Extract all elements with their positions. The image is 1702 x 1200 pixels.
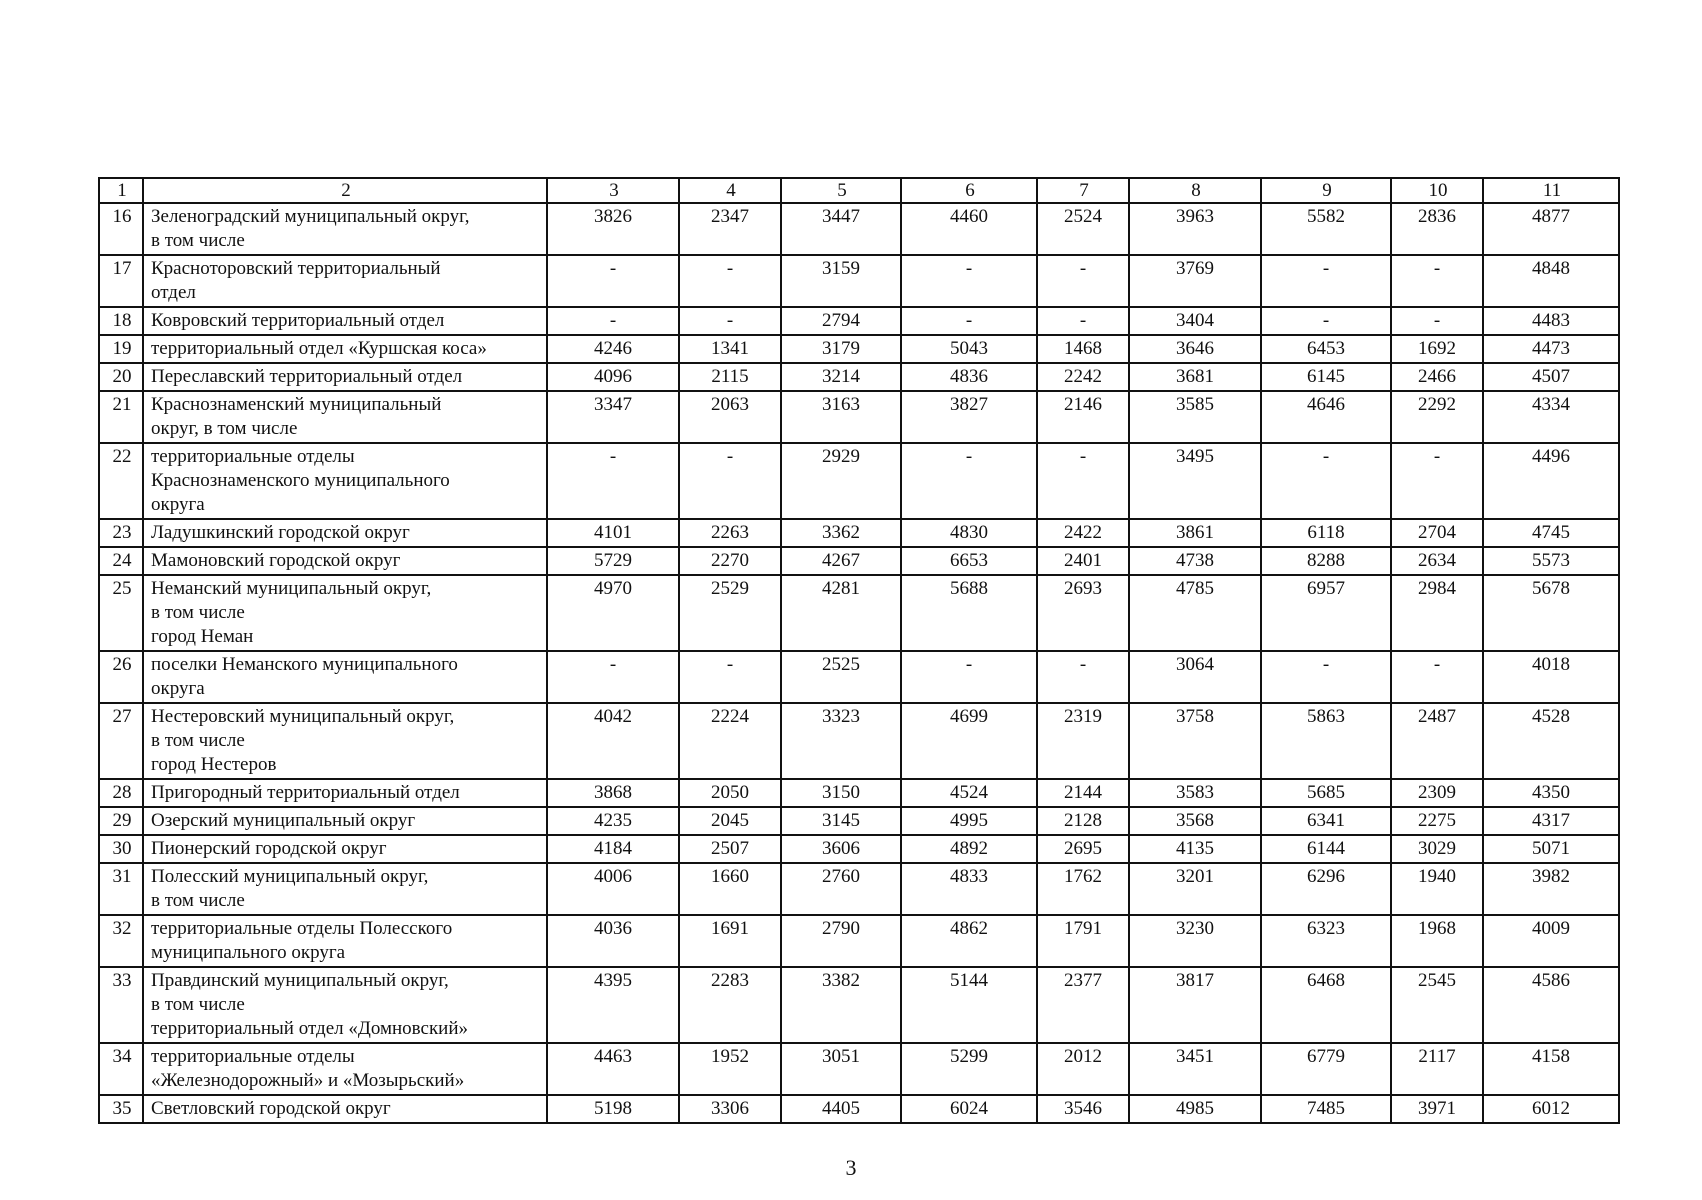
value-cell-col-8: 3064 — [1129, 651, 1261, 703]
territory-name-line: Краснознаменского муниципального — [151, 470, 450, 491]
value-cell-col-3: 4036 — [547, 915, 679, 967]
table-row — [99, 1095, 1619, 1123]
row-number-cell: 21 — [99, 391, 143, 443]
value-cell-col-5: 4267 — [781, 547, 901, 575]
territory-name-line: город Нестеров — [151, 754, 277, 775]
value-cell-col-5: 3159 — [781, 255, 901, 307]
table-row — [99, 255, 1619, 307]
territory-name-cell — [143, 779, 547, 807]
table-row — [99, 203, 1619, 255]
value-cell-col-4: - — [679, 443, 781, 519]
value-cell-col-4: 2529 — [679, 575, 781, 651]
value-cell-col-10: 2836 — [1391, 203, 1483, 255]
value-cell-col-8: 3495 — [1129, 443, 1261, 519]
territory-name-line: в том числе — [151, 994, 245, 1015]
value-cell-col-11: 4586 — [1483, 967, 1619, 1043]
value-cell-col-5: 3150 — [781, 779, 901, 807]
value-cell-col-11: 4158 — [1483, 1043, 1619, 1095]
value-cell-col-9: 6957 — [1261, 575, 1391, 651]
territory-name-line: Правдинский муниципальный округ, — [151, 970, 449, 991]
row-number-cell: 31 — [99, 863, 143, 915]
header-cell: 8 — [1129, 178, 1261, 203]
value-cell-col-3: - — [547, 443, 679, 519]
value-cell-col-6: 5043 — [901, 335, 1037, 363]
value-cell-col-6: - — [901, 443, 1037, 519]
table-row — [99, 835, 1619, 863]
value-cell-col-9: - — [1261, 443, 1391, 519]
row-number-cell: 26 — [99, 651, 143, 703]
value-cell-col-7: 2242 — [1037, 363, 1129, 391]
row-number-cell: 18 — [99, 307, 143, 335]
page-number: 3 — [845, 1155, 857, 1180]
value-cell-col-8: 4785 — [1129, 575, 1261, 651]
value-cell-col-10: 2634 — [1391, 547, 1483, 575]
value-cell-col-4: 3306 — [679, 1095, 781, 1123]
value-cell-col-8: 3583 — [1129, 779, 1261, 807]
value-cell-col-10: 2275 — [1391, 807, 1483, 835]
value-cell-col-10: 2309 — [1391, 779, 1483, 807]
value-cell-col-7: 2128 — [1037, 807, 1129, 835]
value-cell-col-4: 2115 — [679, 363, 781, 391]
value-cell-col-8: 3646 — [1129, 335, 1261, 363]
territory-name-cell — [143, 967, 547, 1043]
value-cell-col-4: 1341 — [679, 335, 781, 363]
value-cell-col-11: 4528 — [1483, 703, 1619, 779]
value-cell-col-11: 4496 — [1483, 443, 1619, 519]
value-cell-col-6: 4830 — [901, 519, 1037, 547]
territory-name-cell — [143, 255, 547, 307]
value-cell-col-10: 1968 — [1391, 915, 1483, 967]
territory-name-line: Зеленоградский муниципальный округ, — [151, 206, 470, 227]
value-cell-col-5: 3145 — [781, 807, 901, 835]
value-cell-col-7: 2693 — [1037, 575, 1129, 651]
column-number-header-row — [99, 178, 1619, 203]
value-cell-col-9: 5863 — [1261, 703, 1391, 779]
territory-name-line: муниципального округа — [151, 942, 346, 963]
value-cell-col-10: 2292 — [1391, 391, 1483, 443]
value-cell-col-6: 4460 — [901, 203, 1037, 255]
territory-name-line: округа — [151, 494, 205, 515]
row-number-cell: 19 — [99, 335, 143, 363]
value-cell-col-3: 3347 — [547, 391, 679, 443]
value-cell-col-8: 4135 — [1129, 835, 1261, 863]
territory-name-cell — [143, 547, 547, 575]
value-cell-col-7: - — [1037, 307, 1129, 335]
territory-name-cell — [143, 203, 547, 255]
value-cell-col-7: 1762 — [1037, 863, 1129, 915]
header-cell: 4 — [679, 178, 781, 203]
value-cell-col-5: 4405 — [781, 1095, 901, 1123]
value-cell-col-5: 3606 — [781, 835, 901, 863]
territory-name-cell — [143, 335, 547, 363]
value-cell-col-5: 3179 — [781, 335, 901, 363]
territory-name-cell — [143, 915, 547, 967]
header-cell: 5 — [781, 178, 901, 203]
value-cell-col-5: 2794 — [781, 307, 901, 335]
header-cell: 10 — [1391, 178, 1483, 203]
row-number-cell: 16 — [99, 203, 143, 255]
row-number-cell: 25 — [99, 575, 143, 651]
value-cell-col-7: 2144 — [1037, 779, 1129, 807]
territory-name-line: территориальные отделы — [151, 1046, 355, 1067]
value-cell-col-8: 3963 — [1129, 203, 1261, 255]
territory-name-line: Краснознаменский муниципальный — [151, 394, 442, 415]
territory-name-cell — [143, 807, 547, 835]
value-cell-col-4: - — [679, 651, 781, 703]
value-cell-col-6: 4833 — [901, 863, 1037, 915]
territory-name-line: в том числе — [151, 230, 245, 251]
row-number-cell: 30 — [99, 835, 143, 863]
territory-name-line: поселки Неманского муниципального — [151, 654, 458, 675]
value-cell-col-7: 3546 — [1037, 1095, 1129, 1123]
table-row — [99, 547, 1619, 575]
value-cell-col-8: 3230 — [1129, 915, 1261, 967]
value-cell-col-5: 2790 — [781, 915, 901, 967]
territory-name-cell — [143, 391, 547, 443]
territory-name-line: Красноторовский территориальный — [151, 258, 441, 279]
value-cell-col-7: 2422 — [1037, 519, 1129, 547]
value-cell-col-9: - — [1261, 651, 1391, 703]
value-cell-col-5: 2760 — [781, 863, 901, 915]
territory-name-line: территориальные отделы Полесского — [151, 918, 453, 939]
territory-name-cell — [143, 443, 547, 519]
value-cell-col-9: 5582 — [1261, 203, 1391, 255]
territory-name-line: Переславский территориальный отдел — [151, 366, 463, 387]
value-cell-col-11: 4877 — [1483, 203, 1619, 255]
row-number-cell: 29 — [99, 807, 143, 835]
value-cell-col-5: 3214 — [781, 363, 901, 391]
table-row — [99, 575, 1619, 651]
value-cell-col-5: 3163 — [781, 391, 901, 443]
value-cell-col-4: 2270 — [679, 547, 781, 575]
value-cell-col-6: 5688 — [901, 575, 1037, 651]
territory-name-line: Неманский муниципальный округ, — [151, 578, 432, 599]
value-cell-col-4: 2283 — [679, 967, 781, 1043]
territory-name-line: Пригородный территориальный отдел — [151, 782, 460, 803]
value-cell-col-4: - — [679, 307, 781, 335]
table-row — [99, 863, 1619, 915]
territory-name-line: Пионерский городской округ — [151, 838, 387, 859]
table-row — [99, 779, 1619, 807]
header-cell: 11 — [1483, 178, 1619, 203]
row-number-cell: 17 — [99, 255, 143, 307]
header-cell: 7 — [1037, 178, 1129, 203]
territory-name-line: Нестеровский муниципальный округ, — [151, 706, 455, 727]
table-row — [99, 703, 1619, 779]
territory-name-cell — [143, 835, 547, 863]
row-number-cell: 34 — [99, 1043, 143, 1095]
value-cell-col-8: 4738 — [1129, 547, 1261, 575]
value-cell-col-7: 2012 — [1037, 1043, 1129, 1095]
value-cell-col-11: 3982 — [1483, 863, 1619, 915]
value-cell-col-6: 4892 — [901, 835, 1037, 863]
value-cell-col-6: 4836 — [901, 363, 1037, 391]
territory-name-line: Светловский городской округ — [151, 1098, 391, 1119]
territory-name-line: Мамоновский городской округ — [151, 550, 401, 571]
value-cell-col-9: - — [1261, 255, 1391, 307]
value-cell-col-5: 3382 — [781, 967, 901, 1043]
value-cell-col-10: 2984 — [1391, 575, 1483, 651]
value-cell-col-8: 3817 — [1129, 967, 1261, 1043]
territory-name-line: территориальные отделы — [151, 446, 355, 467]
table-row — [99, 443, 1619, 519]
territory-name-line: Полесский муниципальный округ, — [151, 866, 429, 887]
value-cell-col-10: 2704 — [1391, 519, 1483, 547]
value-cell-col-11: 4848 — [1483, 255, 1619, 307]
territory-name-line: округ, в том числе — [151, 418, 298, 439]
table-row — [99, 1043, 1619, 1095]
table-row — [99, 391, 1619, 443]
territory-name-cell — [143, 363, 547, 391]
territory-name-line: территориальный отдел «Домновский» — [151, 1018, 469, 1039]
territory-name-line: территориальный отдел «Куршская коса» — [151, 338, 487, 359]
territory-name-line: Ковровский территориальный отдел — [151, 310, 445, 331]
value-cell-col-7: 1468 — [1037, 335, 1129, 363]
value-cell-col-8: 3201 — [1129, 863, 1261, 915]
value-cell-col-8: 3404 — [1129, 307, 1261, 335]
value-cell-col-9: 6341 — [1261, 807, 1391, 835]
value-cell-col-9: 6779 — [1261, 1043, 1391, 1095]
row-number-cell: 28 — [99, 779, 143, 807]
value-cell-col-3: 4096 — [547, 363, 679, 391]
header-cell: 9 — [1261, 178, 1391, 203]
table-row — [99, 915, 1619, 967]
value-cell-col-4: 2263 — [679, 519, 781, 547]
territory-name-line: округа — [151, 678, 205, 699]
table-row — [99, 651, 1619, 703]
value-cell-col-11: 6012 — [1483, 1095, 1619, 1123]
value-cell-col-9: 5685 — [1261, 779, 1391, 807]
value-cell-col-7: 1791 — [1037, 915, 1129, 967]
value-cell-col-3: 4246 — [547, 335, 679, 363]
value-cell-col-9: 7485 — [1261, 1095, 1391, 1123]
value-cell-col-3: 5198 — [547, 1095, 679, 1123]
value-cell-col-9: 6323 — [1261, 915, 1391, 967]
value-cell-col-10: 2117 — [1391, 1043, 1483, 1095]
table-row — [99, 519, 1619, 547]
value-cell-col-3: 4235 — [547, 807, 679, 835]
territory-name-line: город Неман — [151, 626, 254, 647]
value-cell-col-4: - — [679, 255, 781, 307]
value-cell-col-8: 3758 — [1129, 703, 1261, 779]
value-cell-col-8: 3681 — [1129, 363, 1261, 391]
value-cell-col-10: - — [1391, 443, 1483, 519]
value-cell-col-11: 4009 — [1483, 915, 1619, 967]
value-cell-col-9: 6145 — [1261, 363, 1391, 391]
value-cell-col-10: - — [1391, 307, 1483, 335]
value-cell-col-9: 6468 — [1261, 967, 1391, 1043]
value-cell-col-3: 5729 — [547, 547, 679, 575]
row-number-cell: 20 — [99, 363, 143, 391]
value-cell-col-5: 2525 — [781, 651, 901, 703]
value-cell-col-7: 2401 — [1037, 547, 1129, 575]
value-cell-col-5: 2929 — [781, 443, 901, 519]
value-cell-col-6: 4995 — [901, 807, 1037, 835]
table-row — [99, 335, 1619, 363]
value-cell-col-9: 6296 — [1261, 863, 1391, 915]
value-cell-col-9: 8288 — [1261, 547, 1391, 575]
value-cell-col-10: 1940 — [1391, 863, 1483, 915]
territory-name-line: в том числе — [151, 730, 245, 751]
row-number-cell: 27 — [99, 703, 143, 779]
value-cell-col-6: 6024 — [901, 1095, 1037, 1123]
territory-name-cell — [143, 651, 547, 703]
row-number-cell: 32 — [99, 915, 143, 967]
value-cell-col-6: - — [901, 651, 1037, 703]
value-cell-col-4: 2045 — [679, 807, 781, 835]
territory-name-line: «Железнодорожный» и «Мозырьский» — [151, 1070, 465, 1091]
row-number-cell: 24 — [99, 547, 143, 575]
value-cell-col-11: 4317 — [1483, 807, 1619, 835]
value-cell-col-11: 4334 — [1483, 391, 1619, 443]
value-cell-col-3: 4970 — [547, 575, 679, 651]
value-cell-col-7: 2695 — [1037, 835, 1129, 863]
value-cell-col-7: - — [1037, 443, 1129, 519]
territory-name-line: Озерский муниципальный округ — [151, 810, 416, 831]
value-cell-col-10: 1692 — [1391, 335, 1483, 363]
value-cell-col-4: 2063 — [679, 391, 781, 443]
value-cell-col-11: 4350 — [1483, 779, 1619, 807]
value-cell-col-6: 6653 — [901, 547, 1037, 575]
row-number-cell: 23 — [99, 519, 143, 547]
value-cell-col-7: 2377 — [1037, 967, 1129, 1043]
value-cell-col-5: 3051 — [781, 1043, 901, 1095]
value-cell-col-11: 5071 — [1483, 835, 1619, 863]
value-cell-col-11: 4473 — [1483, 335, 1619, 363]
value-cell-col-10: 2487 — [1391, 703, 1483, 779]
value-cell-col-10: - — [1391, 255, 1483, 307]
value-cell-col-4: 1660 — [679, 863, 781, 915]
value-cell-col-7: 2319 — [1037, 703, 1129, 779]
territory-name-cell — [143, 575, 547, 651]
value-cell-col-6: - — [901, 255, 1037, 307]
value-cell-col-7: 2524 — [1037, 203, 1129, 255]
value-cell-col-3: 4395 — [547, 967, 679, 1043]
value-cell-col-3: 4101 — [547, 519, 679, 547]
value-cell-col-11: 5573 — [1483, 547, 1619, 575]
value-cell-col-4: 1952 — [679, 1043, 781, 1095]
value-cell-col-5: 3362 — [781, 519, 901, 547]
value-cell-col-9: 6118 — [1261, 519, 1391, 547]
value-cell-col-4: 2050 — [679, 779, 781, 807]
value-cell-col-11: 4483 — [1483, 307, 1619, 335]
value-cell-col-7: - — [1037, 651, 1129, 703]
value-cell-col-3: 3826 — [547, 203, 679, 255]
value-cell-col-3: 4184 — [547, 835, 679, 863]
value-cell-col-6: 5144 — [901, 967, 1037, 1043]
value-cell-col-5: 3323 — [781, 703, 901, 779]
header-cell: 6 — [901, 178, 1037, 203]
value-cell-col-6: 4862 — [901, 915, 1037, 967]
value-cell-col-6: 4524 — [901, 779, 1037, 807]
value-cell-col-8: 3451 — [1129, 1043, 1261, 1095]
value-cell-col-6: 4699 — [901, 703, 1037, 779]
territory-name-cell — [143, 863, 547, 915]
value-cell-col-3: 4463 — [547, 1043, 679, 1095]
value-cell-col-7: 2146 — [1037, 391, 1129, 443]
value-cell-col-4: 2224 — [679, 703, 781, 779]
value-cell-col-6: 3827 — [901, 391, 1037, 443]
value-cell-col-8: 3861 — [1129, 519, 1261, 547]
value-cell-col-4: 2347 — [679, 203, 781, 255]
value-cell-col-3: - — [547, 307, 679, 335]
territory-name-cell — [143, 307, 547, 335]
value-cell-col-10: 3971 — [1391, 1095, 1483, 1123]
value-cell-col-10: - — [1391, 651, 1483, 703]
value-cell-col-10: 2545 — [1391, 967, 1483, 1043]
row-number-cell: 22 — [99, 443, 143, 519]
value-cell-col-8: 3585 — [1129, 391, 1261, 443]
value-cell-col-4: 2507 — [679, 835, 781, 863]
territory-name-cell — [143, 519, 547, 547]
value-cell-col-8: 3769 — [1129, 255, 1261, 307]
territory-name-cell — [143, 1043, 547, 1095]
value-cell-col-3: 3868 — [547, 779, 679, 807]
value-cell-col-8: 3568 — [1129, 807, 1261, 835]
value-cell-col-3: 4042 — [547, 703, 679, 779]
value-cell-col-8: 4985 — [1129, 1095, 1261, 1123]
value-cell-col-5: 4281 — [781, 575, 901, 651]
table-row — [99, 807, 1619, 835]
value-cell-col-11: 5678 — [1483, 575, 1619, 651]
value-cell-col-9: 6144 — [1261, 835, 1391, 863]
row-number-cell: 35 — [99, 1095, 143, 1123]
table-row — [99, 967, 1619, 1043]
value-cell-col-10: 3029 — [1391, 835, 1483, 863]
territory-name-cell — [143, 703, 547, 779]
territory-name-cell — [143, 1095, 547, 1123]
value-cell-col-5: 3447 — [781, 203, 901, 255]
tariff-table — [98, 177, 1620, 1124]
row-number-cell: 33 — [99, 967, 143, 1043]
value-cell-col-4: 1691 — [679, 915, 781, 967]
value-cell-col-6: 5299 — [901, 1043, 1037, 1095]
table-row — [99, 307, 1619, 335]
value-cell-col-3: - — [547, 651, 679, 703]
header-cell: 1 — [99, 178, 143, 203]
value-cell-col-3: 4006 — [547, 863, 679, 915]
header-cell: 2 — [143, 178, 547, 203]
table-row — [99, 363, 1619, 391]
value-cell-col-7: - — [1037, 255, 1129, 307]
territory-name-line: в том числе — [151, 602, 245, 623]
header-cell: 3 — [547, 178, 679, 203]
value-cell-col-11: 4507 — [1483, 363, 1619, 391]
value-cell-col-9: 4646 — [1261, 391, 1391, 443]
value-cell-col-11: 4745 — [1483, 519, 1619, 547]
table-body — [99, 178, 1619, 1123]
territory-name-line: в том числе — [151, 890, 245, 911]
territory-name-line: Ладушкинский городской округ — [151, 522, 410, 543]
value-cell-col-11: 4018 — [1483, 651, 1619, 703]
value-cell-col-10: 2466 — [1391, 363, 1483, 391]
value-cell-col-6: - — [901, 307, 1037, 335]
value-cell-col-9: - — [1261, 307, 1391, 335]
value-cell-col-3: - — [547, 255, 679, 307]
territory-name-line: отдел — [151, 282, 196, 303]
value-cell-col-9: 6453 — [1261, 335, 1391, 363]
